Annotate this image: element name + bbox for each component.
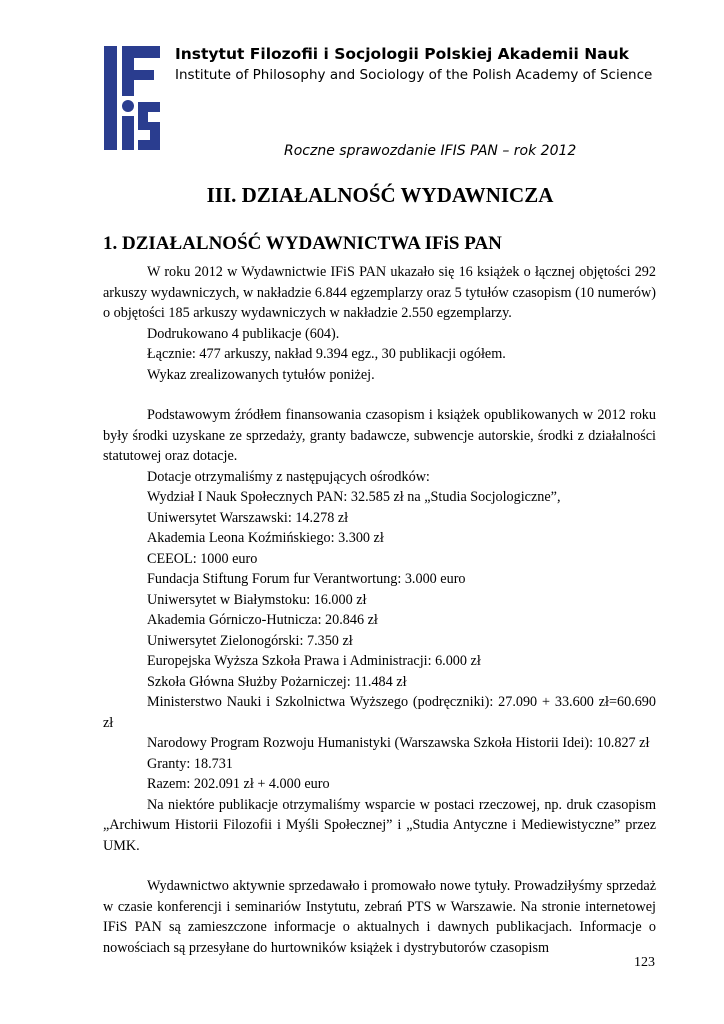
intro-paragraph: W roku 2012 w Wydawnictwie IFiS PAN ukazało się 16 książek o łącznej objętości 292 arkuszy wydawniczych, w nakładzie 6.844 egzemplarzy oraz 5 tytułów czasopism (10 numerów) o objętości 185 arkuszy wydawniczych w nakładzie 2.550 egzemplarzy. bbox=[103, 264, 656, 321]
institute-name-pl: Instytut Filozofii i Socjologii Polskiej Akademii Nauk bbox=[175, 45, 629, 63]
report-title: Roczne sprawozdanie IFIS PAN – rok 2012 bbox=[284, 143, 577, 159]
grant-item: Uniwersytet w Białymstoku: 16.000 zł bbox=[147, 591, 367, 608]
grant-item: Europejska Wyższa Szkoła Prawa i Administracji: 6.000 zł bbox=[147, 653, 481, 669]
ifis-logo bbox=[104, 46, 160, 150]
section-title: 1. DZIAŁALNOŚĆ WYDAWNICTWA IFiS PAN bbox=[103, 233, 502, 254]
institute-name-en: Institute of Philosophy and Sociology of the Polish Academy of Science bbox=[175, 67, 653, 83]
funding-paragraph: Podstawowym źródłem finansowania czasopism i książek opublikowanych w 2012 roku były środki uzyskane ze sprzedaży, granty badawcze, subwencje autorskie, środki z działalności statutowej oraz dotacje. bbox=[103, 407, 656, 464]
body-text bbox=[103, 262, 656, 958]
total-line: Łącznie: 477 arkuszy, nakład 9.394 egz., 30 publikacji ogółem. bbox=[147, 346, 506, 362]
grant-item: Granty: 18.731 bbox=[147, 755, 233, 772]
promotion-paragraph: Wydawnictwo aktywnie sprzedawało i promowało nowe tytuły. Prowadziłyśmy sprzedaż w czasie konferencji i seminariów Instytutu, zebrań PTS w Warszawie. Na stronie internetowej IFiS PAN są zamieszczone informacje o aktualnych i dawnych publikacjach. Informacje o nowościach są przesyłane do hurtowników książek i dystrybutorów czasopism bbox=[103, 878, 656, 956]
list-note-line: Wykaz zrealizowanych tytułów poniżej. bbox=[147, 366, 375, 383]
grant-item: Uniwersytet Zielonogórski: 7.350 zł bbox=[147, 632, 353, 649]
grant-item: Uniwersytet Warszawski: 14.278 zł bbox=[147, 509, 349, 526]
grant-item: CEEOL: 1000 euro bbox=[147, 550, 258, 567]
grant-item: Akademia Leona Koźmińskiego: 3.300 zł bbox=[147, 530, 384, 546]
grant-item: Akademia Górniczo-Hutnicza: 20.846 zł bbox=[147, 612, 378, 628]
chapter-title: III. DZIAŁALNOŚĆ WYDAWNICZA bbox=[206, 183, 554, 207]
page-number: 123 bbox=[634, 955, 655, 970]
grants-intro: Dotacje otrzymaliśmy z następujących ośrodków: bbox=[147, 468, 430, 485]
grant-item: Ministerstwo Nauki i Szkolnictwa Wyższego (podręczniki): 27.090 + 33.600 zł=60.690 zł bbox=[103, 694, 656, 731]
grant-item: Narodowy Program Rozwoju Humanistyki (Warszawska Szkoła Historii Idei): 10.827 zł bbox=[147, 735, 650, 751]
grant-item: Fundacja Stiftung Forum fur Verantwortung: 3.000 euro bbox=[147, 571, 466, 587]
grant-item: Wydział I Nauk Społecznych PAN: 32.585 zł na „Studia Socjologiczne”, bbox=[147, 489, 561, 505]
grant-total: Razem: 202.091 zł + 4.000 euro bbox=[147, 776, 330, 792]
in-kind-paragraph: Na niektóre publikacje otrzymaliśmy wsparcie w postaci rzeczowej, np. druk czasopism „Archiwum Historii Filozofii i Myśli Społecznej” i „Studia Antyczne i Mediewistyczne” przez UMK. bbox=[103, 796, 656, 854]
reprint-line: Dodrukowano 4 publikacje (604). bbox=[147, 325, 340, 342]
grant-item: Szkoła Główna Służby Pożarniczej: 11.484 zł bbox=[147, 673, 407, 690]
